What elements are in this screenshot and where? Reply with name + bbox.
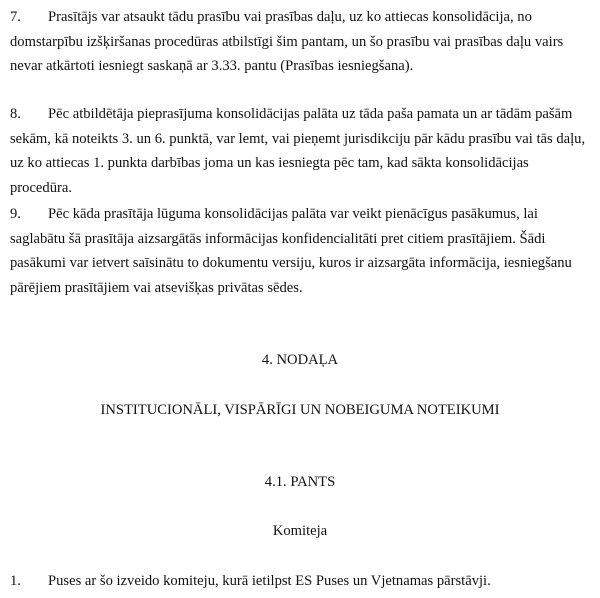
paragraph-text: Pēc kāda prasītāja lūguma konsolidācijas palāta var veikt pienācīgus pasākumus, lai saglabātu šā prasītāja aizsargātās informācijas konfidencialitāti pret citiem prasītājiem. Šādi pasākumi var ietvert saīsinātu to dokumentu versiju, kuros ir aizsargāta informācija, iesniegšanu pārējiem prasītājiem vai atsevišķas privātas sēdes. [10,206,572,296]
paragraph-number: 9. [10,206,21,222]
paragraph-7 [10,5,592,79]
paragraph-8 [10,102,592,200]
paragraph-number: 8. [10,106,21,122]
paragraph-text: Puses ar šo izveido komiteju, kurā ietilpst ES Puses un Vjetnamas pārstāvji. [48,573,491,589]
article-title: Komiteja [272,523,328,539]
chapter-heading: 4. NODAĻA [261,352,339,368]
paragraph-number: 1. [10,573,21,589]
paragraph-text: Prasītājs var atsaukt tādu prasību vai prasības daļu, uz ko attiecas konsolidācija, no domstarpību izšķiršanas procedūras atbilstīgi šim pantam, un šo prasību vai prasības daļu vairs nevar atkārtoti iesniegt saskaņā ar 3.33. pantu (Prasības iesniegšana). [10,9,564,74]
paragraph-number: 7. [10,9,21,25]
article-heading: 4.1. PANTS [264,474,336,490]
chapter-title: INSTITUCIONĀLI, VISPĀRĪGI UN NOBEIGUMA NOTEIKUMI [100,402,500,418]
paragraph-9 [10,202,592,300]
article-paragraph-1 [10,569,592,594]
paragraph-text: Pēc atbildētāja pieprasījuma konsolidācijas palāta uz tāda paša pamata un ar tādām pašām sekām, kā noteikts 3. un 6. punktā, var lemt, vai pieņemt jurisdikciju pār kādu prasību vai tās daļu, uz ko attiecas 1. punkta darbības joma un kas iesniegta pēc tam, kad sākta konsolidācijas procedūra. [10,106,586,196]
